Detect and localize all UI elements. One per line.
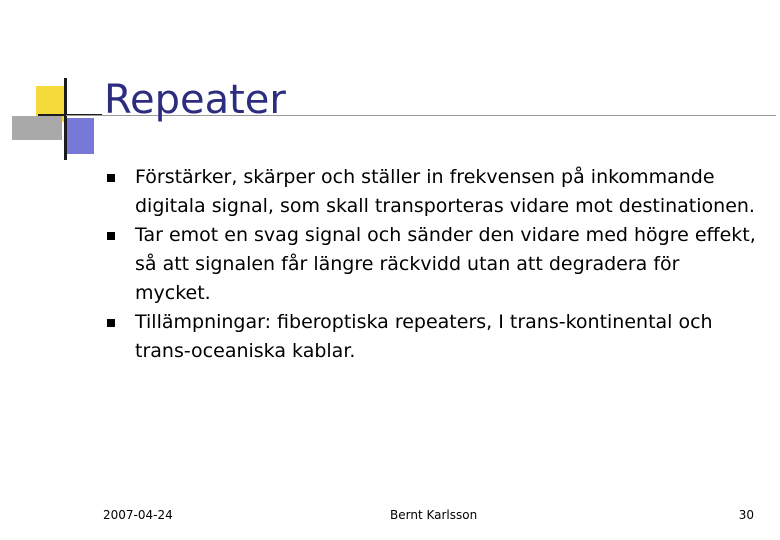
square-bullet-icon	[107, 232, 115, 240]
logo-gray-square	[12, 116, 62, 140]
logo-blue-square	[64, 118, 94, 154]
footer-date: 2007-04-24	[103, 508, 173, 522]
slide-title: Repeater	[104, 77, 286, 123]
bullet-item	[107, 163, 757, 221]
square-bullet-icon	[107, 174, 115, 182]
footer-author: Bernt Karlsson	[390, 508, 478, 522]
square-bullet-icon	[107, 319, 115, 327]
bullet-text: Tar emot en svag signal och sänder den vidare med högre effekt, så att signalen får längre räckvidd utan att degradera för mycket.	[135, 224, 756, 304]
bullet-list	[107, 163, 757, 366]
bullet-item	[107, 221, 757, 308]
footer-page-number: 30	[738, 508, 754, 522]
bullet-text: Förstärker, skärper och ställer in frekvensen på inkommande digitala signal, som skall transporteras vidare mot destinationen.	[135, 166, 755, 217]
logo-vertical-line	[64, 78, 67, 160]
slide-logo-decoration	[0, 0, 110, 170]
bullet-text: Tillämpningar: fiberoptiska repeaters, I trans-kontinental och trans-oceaniska kablar.	[135, 311, 713, 362]
bullet-item	[107, 308, 757, 366]
